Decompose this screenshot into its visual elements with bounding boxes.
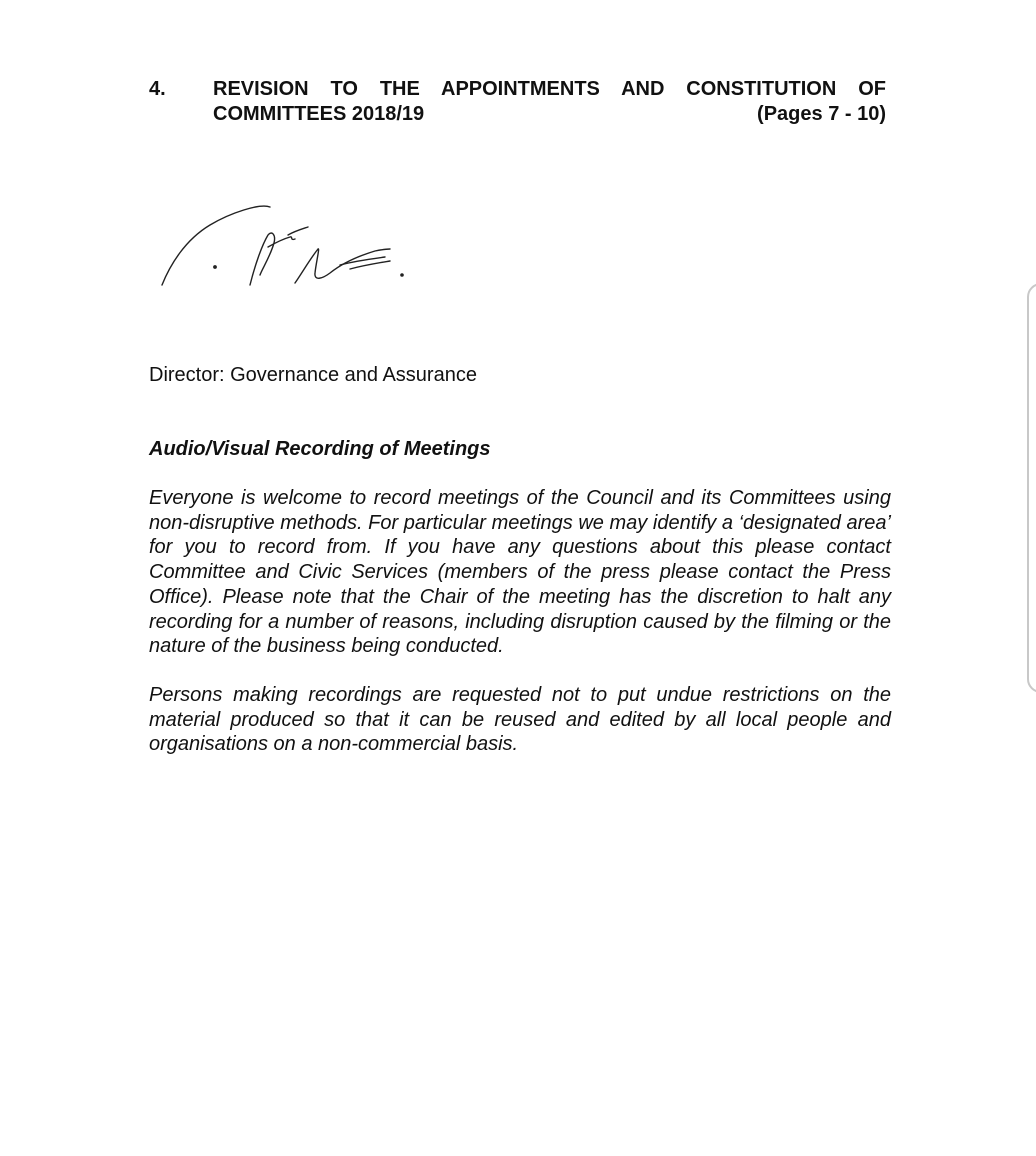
- recording-paragraph-1: Everyone is welcome to record meetings of the Council and its Committees using non-disruptive methods. For particular meetings we may identify a ‘designated area’ for you to record from. If you have any questions about this please contact Committee and Civic Services (members of the press please contact the Press Office). Please note that the Chair of the meeting has the discretion to halt any recording for a number of reasons, including disruption caused by the filming or the nature of the business being conducted.: [149, 487, 891, 658]
- signature-icon: [150, 195, 420, 295]
- recording-paragraph-2: Persons making recordings are requested not to put undue restrictions on the material produced so that it can be reused and edited by all local people and organisations on a non-commercial basis.: [149, 684, 891, 756]
- section-heading: Audio/Visual Recording of Meetings: [149, 438, 491, 460]
- agenda-item-number: 4.: [149, 78, 166, 100]
- signatory-title: Director: Governance and Assurance: [149, 364, 477, 386]
- agenda-item-title-line1: REVISION TO THE APPOINTMENTS AND CONSTITUTION OF: [213, 78, 886, 100]
- agenda-item-pages: (Pages 7 - 10): [757, 103, 886, 125]
- scroll-handle[interactable]: [1027, 283, 1036, 693]
- agenda-item-title-line2: COMMITTEES 2018/19: [213, 103, 425, 125]
